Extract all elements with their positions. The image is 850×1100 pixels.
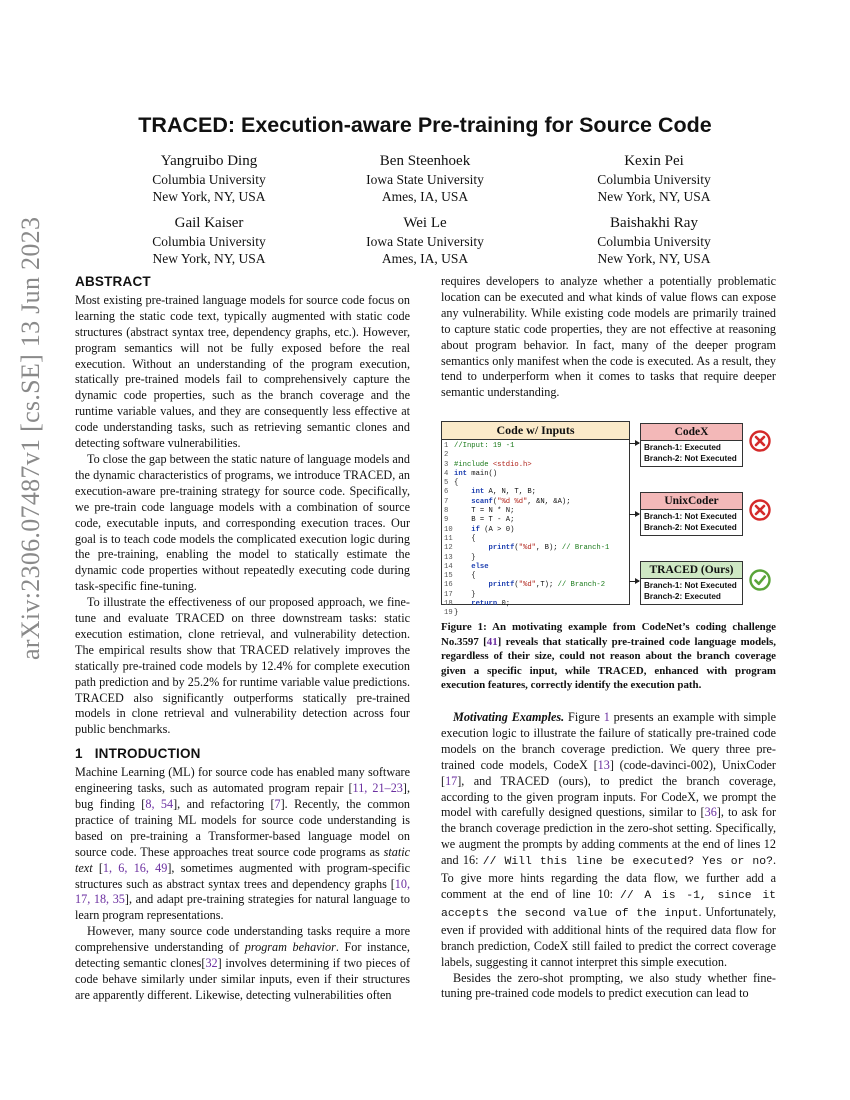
branch-2-result: Branch-2: Not Executed [644, 453, 737, 463]
figure-caption: Figure 1: An motivating example from CodeNet’s coding challenge No.3597 [41] reveals that statically pre-trained code language models, regardless of their size, could not reason about the branch coverage given a specific input, while TRACED, enhanced with program execution features, correctly identify the execution path. [441, 621, 776, 692]
abstract-paragraph: To illustrate the effectiveness of our proposed approach, we fine-tune and evaluate TRACED on three downstream tasks: static execution estimation, clone retrieval, and vulnerability detection. The empirical results show that TRACED relatively improves the statically pre-trained code models by 12.4% for complete execution path prediction and by 25.2% for runtime variable value predictions. TRACED also significantly outperforms statically pre-trained models in clone retrieval and vulnerability detection across four public benchmarks. [75, 595, 410, 737]
code-line: 18 return 0; [444, 600, 511, 609]
code-listing [442, 440, 629, 619]
code-line: 5 { [444, 479, 459, 488]
code-line: 10 if (A > 0) [444, 525, 515, 534]
branch-1-result: Branch-1: Executed [644, 443, 721, 452]
arrow [629, 443, 639, 444]
citation-link[interactable]: 13 [597, 757, 610, 772]
section-number: 1 [75, 746, 83, 762]
inline-code: // A is -1, since it accepts the second value of the input [441, 889, 776, 920]
right-column-bottom [441, 710, 776, 1002]
figure-link[interactable]: 1 [603, 710, 610, 724]
code-line: 13 } [444, 553, 476, 562]
cross-circle-icon [749, 499, 771, 521]
author-block [99, 152, 319, 205]
author-name: Ben Steenhoek [379, 153, 471, 169]
citation-link[interactable]: 11, 21–23 [352, 781, 403, 796]
code-line: 11 { [444, 534, 476, 543]
author-location: New York, NY, USA [152, 189, 266, 204]
citation-link[interactable]: 8, 54 [145, 797, 174, 811]
author-block [315, 152, 535, 205]
section-heading [75, 746, 410, 762]
model-name: UnixCoder [641, 493, 742, 510]
abstract-paragraph: Most existing pre-trained language models for source code focus on learning the static code text, typically augmented with static code structures (abstract syntax tree, dependency graphs, etc.). However, program semantics will not be fully exposed before the real execution. Without an understanding of the program execution, statically pre-trained models fail to comprehensively capture the dynamic code properties, such as the branch coverage and the runtime variable values, and they are consequently less effective at code understanding tasks, such as retrieving semantic clones and detecting software vulnerabilities. [75, 292, 410, 451]
caption-label: Figure 1: [441, 621, 487, 633]
citation-link[interactable]: 10, 17, 18, 35 [75, 876, 410, 907]
motivating-paragraph: Besides the zero-shot prompting, we also study whether fine-tuning pre-trained code models to predict execution can lead to [441, 970, 776, 1001]
author-block [315, 214, 535, 267]
code-line: 1 //Input: 19 -1 [444, 442, 515, 450]
arxiv-identifier: arXiv:2306.07487v1 [cs.SE] 13 Jun 2023 [16, 216, 45, 660]
paper-title: TRACED: Execution-aware Pre-training for Source Code [138, 113, 712, 137]
code-line: 3 #include <stdio.h> [444, 460, 532, 469]
citation-link[interactable]: 41 [486, 635, 498, 648]
inline-code: // Will this line be executed? Yes or no? [482, 856, 773, 869]
author-location: New York, NY, USA [152, 251, 266, 266]
author-block [544, 214, 764, 267]
author-affiliation: Iowa State University [366, 234, 484, 249]
code-line: 19} [444, 609, 459, 618]
code-line: 14 else [444, 562, 489, 571]
runin-heading: Motivating Examples. [453, 710, 565, 724]
code-line: 16 printf("%d",T); // Branch-2 [444, 581, 606, 590]
abstract-paragraph: To close the gap between the static nature of language models and the dynamic characteristics of programs, we introduce TRACED, an execution-aware pre-training strategy for source code. Specifically, we pre-train code language models with a combination of source code, executable inputs, and corresponding execution traces. Our goal is to teach code models the complicated execution logic during the pre-training, enabling the model to statically estimate the dynamic code properties without repeatedly executing code during task-specific fine-tuning. [75, 451, 410, 594]
motivating-paragraph: Motivating Examples. Figure 1 presents an example with simple execution logic to illustrate the failure of statically pre-trained code models on the branch coverage prediction. We query three pre-trained code models, CodeX [13] (code-davinci-002), UnixCoder [17], and TRACED (ours), to predict the branch coverage, according to the given program inputs. For CodeX, we prompt the model with carefully designed questions, similar to [36], to ask for the branch coverage prediction in the zero-shot setting. Specifically, we augment the prompts by adding comments at the end of lines 12 and 16: // Will this line be executed? Yes or no?. To give more hints regarding the data flow, we further add a comment at the end of line 10: // A is -1, since it accepts the second value of the input. Unfortunately, even if provided with additional hints of the required data flow for branch prediction, CodeX still failed to predict the correct coverage labels, suggesting it cannot interpret this simple execution. [441, 710, 777, 969]
check-circle-icon [749, 569, 771, 591]
code-line: 17 } [444, 590, 476, 599]
arrow [629, 581, 639, 582]
author-affiliation: Columbia University [597, 234, 711, 249]
citation-link[interactable]: 1, 6, 16, 49 [102, 860, 168, 875]
author-block [99, 214, 319, 267]
model-name: CodeX [641, 424, 742, 441]
code-line: 8 T = N * N; [444, 507, 515, 516]
model-box-unixcoder [640, 492, 743, 536]
code-line: 15 { [444, 572, 476, 581]
author-location: New York, NY, USA [597, 251, 711, 266]
author-name: Wei Le [403, 215, 447, 231]
citation-link[interactable]: 17 [445, 773, 458, 788]
author-location: Ames, IA, USA [381, 189, 469, 204]
model-box-codex [640, 423, 743, 467]
code-panel [441, 421, 630, 618]
author-name: Baishakhi Ray [610, 215, 698, 231]
cross-circle-icon [749, 430, 771, 452]
intro-paragraph: Machine Learning (ML) for source code has enabled many software engineering tasks, such as automated program repair [11, 21–23], bug finding [8, 54], and refactoring [7]. Recently, the common practice of training ML models for source code understanding is based on pre-training a Transformer-based language model on source code. These approaches treat source code programs as static text [1, 6, 16, 49], sometimes augmented with program-specific structures such as abstract syntax trees and dependency graphs [10, 17, 18, 35], and adapt pre-training strategies for natural language to learn program representations. [75, 765, 411, 923]
branch-2-result: Branch-2: Not Executed [644, 522, 737, 532]
citation-link[interactable]: 36 [704, 805, 717, 820]
code-line: 7 scanf("%d %d", &N, &A); [444, 497, 571, 506]
figure-1 [441, 421, 776, 618]
citation-link[interactable]: 32 [205, 956, 218, 971]
code-line: 12 printf("%d", B); // Branch-1 [444, 544, 610, 553]
branch-1-result: Branch-1: Not Executed [644, 512, 737, 521]
author-affiliation: Columbia University [152, 234, 266, 249]
author-affiliation: Iowa State University [366, 172, 484, 187]
author-location: New York, NY, USA [597, 189, 711, 204]
author-affiliation: Columbia University [152, 172, 266, 187]
branch-1-result: Branch-1: Not Executed [644, 581, 737, 590]
author-block [544, 152, 764, 205]
left-column [75, 274, 410, 1004]
author-name: Gail Kaiser [174, 215, 244, 231]
citation-link[interactable]: 7 [274, 797, 281, 811]
code-line: 4 int main() [444, 469, 498, 478]
right-column-top [441, 274, 776, 401]
code-line: 9 B = T - A; [444, 516, 515, 525]
code-line: 2 [444, 451, 449, 460]
author-name: Yangruibo Ding [160, 153, 258, 169]
abstract-heading: ABSTRACT [75, 274, 151, 289]
author-affiliation: Columbia University [597, 172, 711, 187]
code-panel-title: Code w/ Inputs [442, 422, 629, 440]
section-title: INTRODUCTION [94, 746, 201, 762]
model-name: TRACED (Ours) [641, 562, 742, 579]
intro-paragraph-continued: requires developers to analyze whether a potentially problematic location can be executed and what kinds of value flows can expose any vulnerability. While existing code models are primarily trained to capture static code properties, they are not effective at reasoning about program behavior. In fact, many of the deeper program semantics only manifest when the code is executed. As a result, they tend to underperform when it comes to tasks that require deeper semantic understanding. [441, 274, 776, 400]
author-name: Kexin Pei [624, 153, 684, 169]
author-location: Ames, IA, USA [381, 251, 469, 266]
arrow [629, 514, 639, 515]
model-box-traced [640, 561, 743, 605]
code-line: 6 int A, N, T, B; [444, 488, 536, 497]
intro-paragraph: However, many source code understanding tasks require a more comprehensive understanding of program behavior. For instance, detecting semantic clones[32] involves determining if two pieces of code behave similarly under similar inputs, even if their structures are apparently different. Likewise, detecting vulnerabilities often [75, 924, 411, 1002]
branch-2-result: Branch-2: Executed [644, 591, 721, 601]
